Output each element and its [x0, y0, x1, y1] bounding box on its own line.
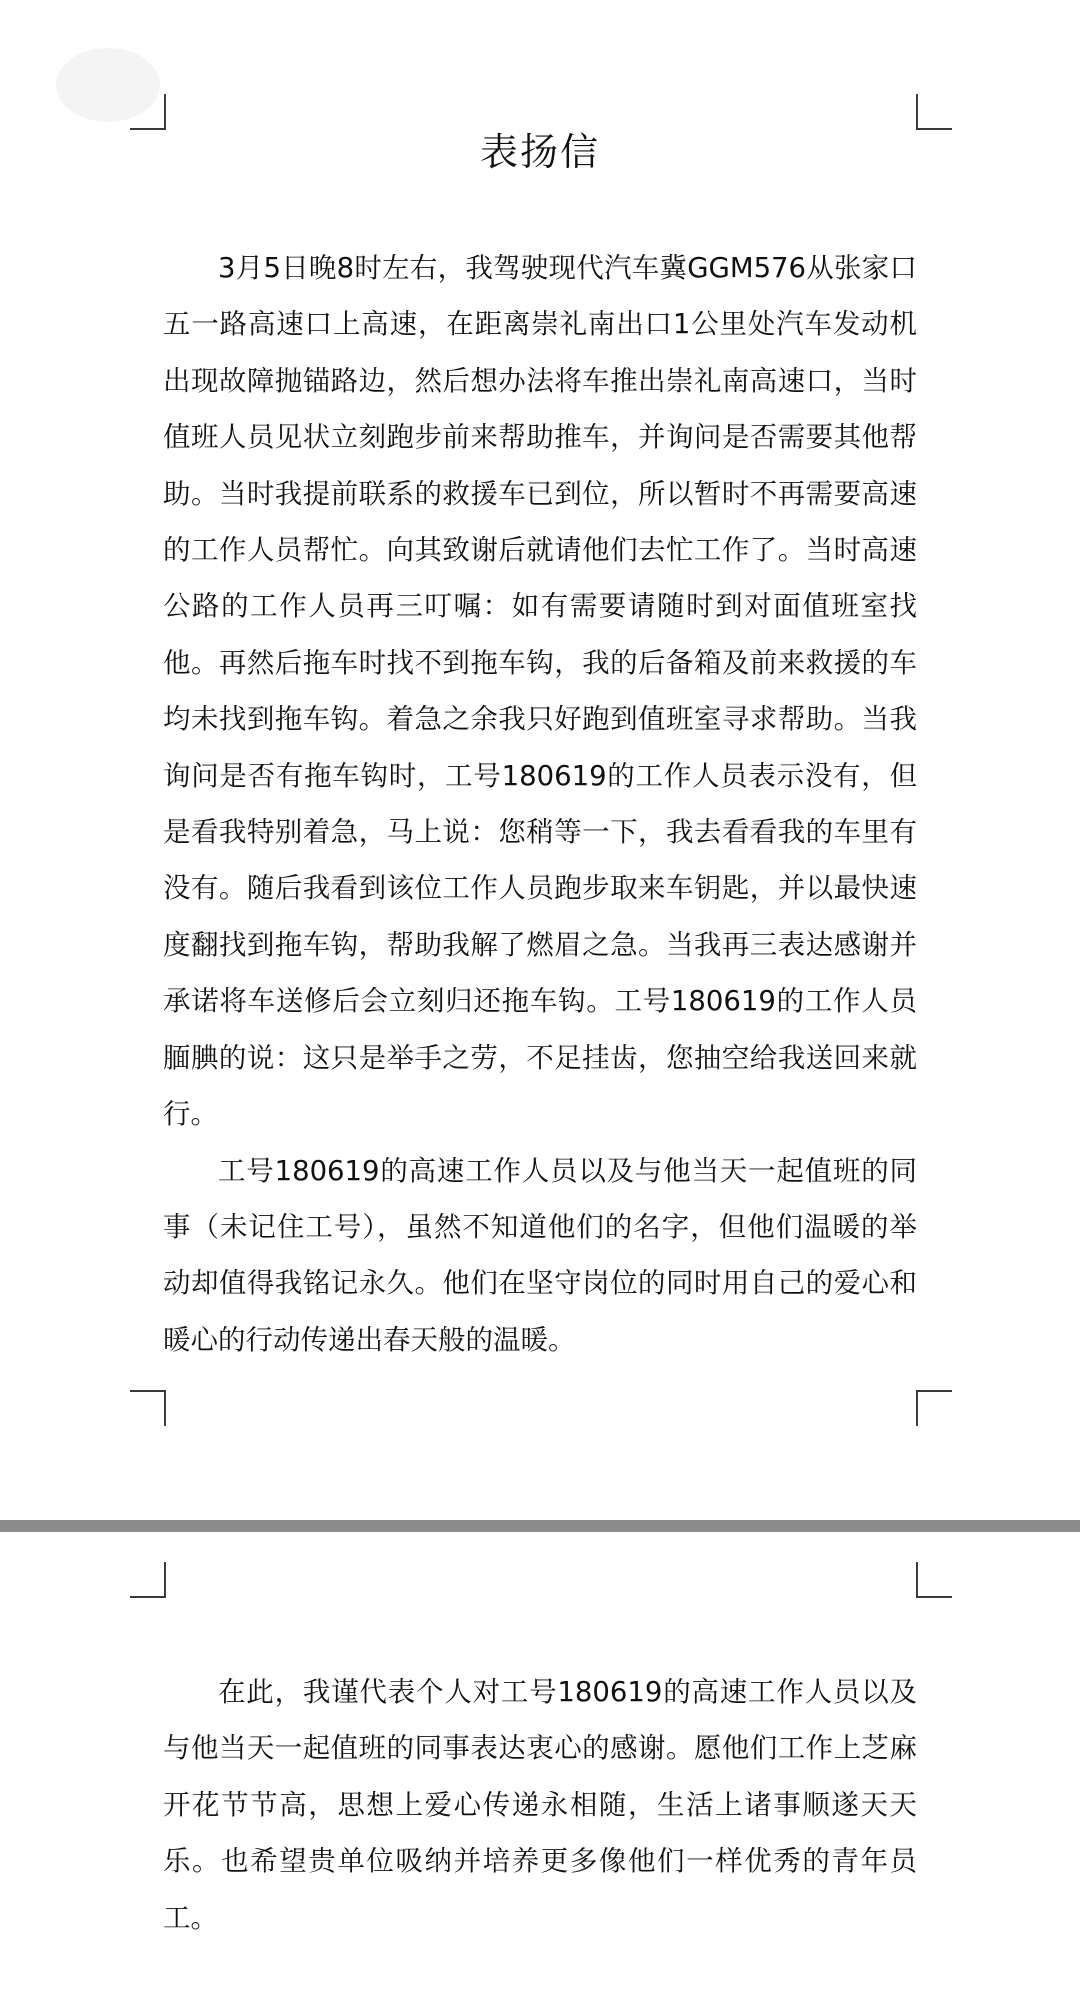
page-1-body	[163, 240, 917, 1368]
page-2-body	[163, 1664, 917, 1946]
document-page-2	[0, 1532, 1080, 1998]
margin-corner-top-left	[130, 1562, 166, 1598]
paragraph: 3月5日晚8时左右，我驾驶现代汽车冀GGM576从张家口五一路高速口上高速，在距离崇礼南出口1公里处汽车发动机出现故障抛锚路边，然后想办法将车推出崇礼南高速口，当时值班人员见状立刻跑步前来帮助推车，并询问是否需要其他帮助。当时我提前联系的救援车已到位，所以暂时不再需要高速的工作人员帮忙。向其致谢后就请他们去忙工作了。当时高速公路的工作人员再三叮嘱：如有需要请随时到对面值班室找他。再然后拖车时找不到拖车钩，我的后备箱及前来救援的车均未找到拖车钩。着急之余我只好跑到值班室寻求帮助。当我询问是否有拖车钩时，工号180619的工作人员表示没有，但是看我特别着急，马上说：您稍等一下，我去看看我的车里有没有。随后我看到该位工作人员跑步取来车钥匙，并以最快速度翻找到拖车钩，帮助我解了燃眉之急。当我再三表达感谢并承诺将车送修后会立刻归还拖车钩。工号180619的工作人员腼腆的说：这只是举手之劳，不足挂齿，您抽空给我送回来就行。	[163, 252, 917, 1131]
paragraph: 在此，我谨代表个人对工号180619的高速工作人员以及与他当天一起值班的同事表达衷心的感谢。愿他们工作上芝麻开花节节高，思想上爱心传递永相随，生活上诸事顺遂天天乐。也希望贵单位吸纳并培养更多像他们一样优秀的青年员工。	[163, 1676, 917, 1934]
margin-corner-bottom-right	[916, 1390, 952, 1426]
paragraph: 工号180619的高速工作人员以及与他当天一起值班的同事（未记住工号），虽然不知道他们的名字，但他们温暖的举动却值得我铭记永久。他们在坚守岗位的同时用自己的爱心和暖心的行动传递出春天般的温暖。	[163, 1154, 917, 1356]
document-title: 表扬信	[479, 130, 600, 174]
margin-corner-top-right	[916, 1562, 952, 1598]
page-separator	[0, 1520, 1080, 1532]
margin-corner-bottom-left	[130, 1390, 166, 1426]
